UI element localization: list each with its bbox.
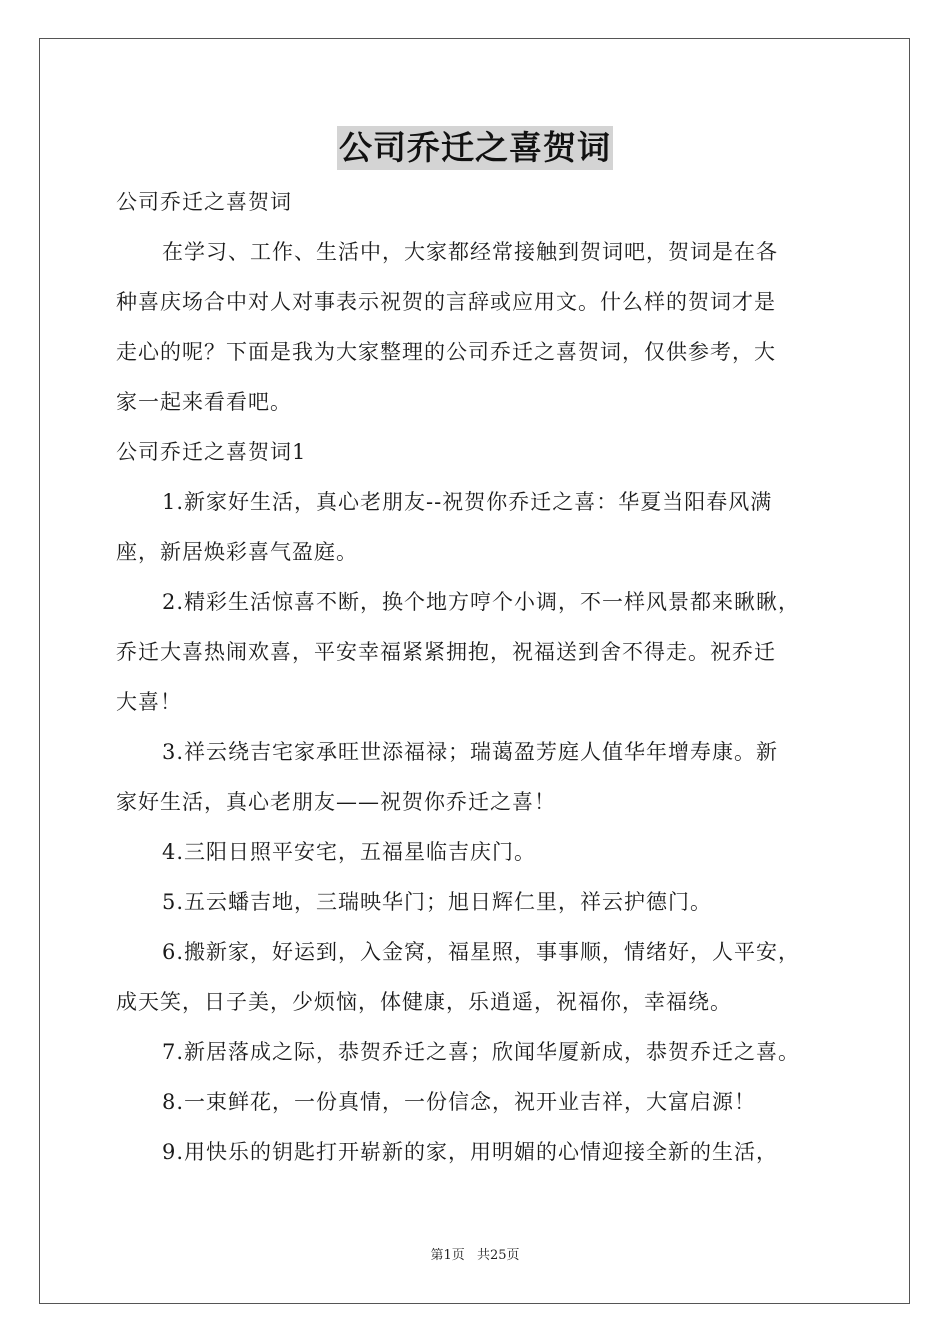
paragraph-line: 2.精彩生活惊喜不断，换个地方哼个小调，不一样风景都来瞅瞅， — [162, 590, 801, 614]
paragraph-line: 走心的呢？下面是我为大家整理的公司乔迁之喜贺词，仅供参考，大 — [116, 340, 776, 364]
paragraph-line: 种喜庆场合中对人对事表示祝贺的言辞或应用文。什么样的贺词才是 — [116, 290, 776, 314]
subtitle-line: 公司乔迁之喜贺词 — [116, 190, 292, 214]
paragraph-line: 成天笑，日子美，少烦恼，体健康，乐逍遥，祝福你，幸福绕。 — [116, 990, 732, 1014]
paragraph-line: 7.新居落成之际，恭贺乔迁之喜；欣闻华厦新成，恭贺乔迁之喜。 — [162, 1040, 801, 1064]
document-title: 公司乔迁之喜贺词 — [337, 126, 613, 170]
page-footer — [0, 1244, 950, 1263]
paragraph-line: 家一起来看看吧。 — [116, 390, 292, 414]
paragraph-line: 9.用快乐的钥匙打开崭新的家，用明媚的心情迎接全新的生活， — [162, 1140, 779, 1164]
title-container — [0, 126, 950, 170]
section-heading: 公司乔迁之喜贺词1 — [116, 440, 307, 464]
paragraph-line: 乔迁大喜热闹欢喜，平安幸福紧紧拥抱，祝福送到舍不得走。祝乔迁 — [116, 640, 776, 664]
page-number: 第1页 — [430, 1248, 465, 1263]
paragraph-line: 8.一束鲜花，一份真情，一份信念，祝开业吉祥，大富启源！ — [162, 1090, 757, 1114]
paragraph-line: 4.三阳日照平安宅，五福星临吉庆门。 — [162, 840, 537, 864]
page-total: 共25页 — [476, 1248, 520, 1263]
paragraph-line: 5.五云蟠吉地，三瑞映华门；旭日辉仁里，祥云护德门。 — [162, 890, 713, 914]
paragraph-line: 在学习、工作、生活中，大家都经常接触到贺词吧，贺词是在各 — [162, 240, 778, 264]
paragraph-line: 大喜！ — [116, 690, 182, 714]
paragraph-line: 3.祥云绕吉宅家承旺世添福禄；瑞蔼盈芳庭人值华年增寿康。新 — [162, 740, 779, 764]
paragraph-line: 家好生活，真心老朋友——祝贺你乔迁之喜！ — [116, 790, 556, 814]
paragraph-line: 座，新居焕彩喜气盈庭。 — [116, 540, 358, 564]
document-body — [116, 177, 836, 1177]
paragraph-line: 1.新家好生活，真心老朋友--祝贺你乔迁之喜：华夏当阳春风满 — [162, 490, 773, 514]
paragraph-line: 6.搬新家，好运到，入金窝，福星照，事事顺，情绪好，人平安， — [162, 940, 801, 964]
